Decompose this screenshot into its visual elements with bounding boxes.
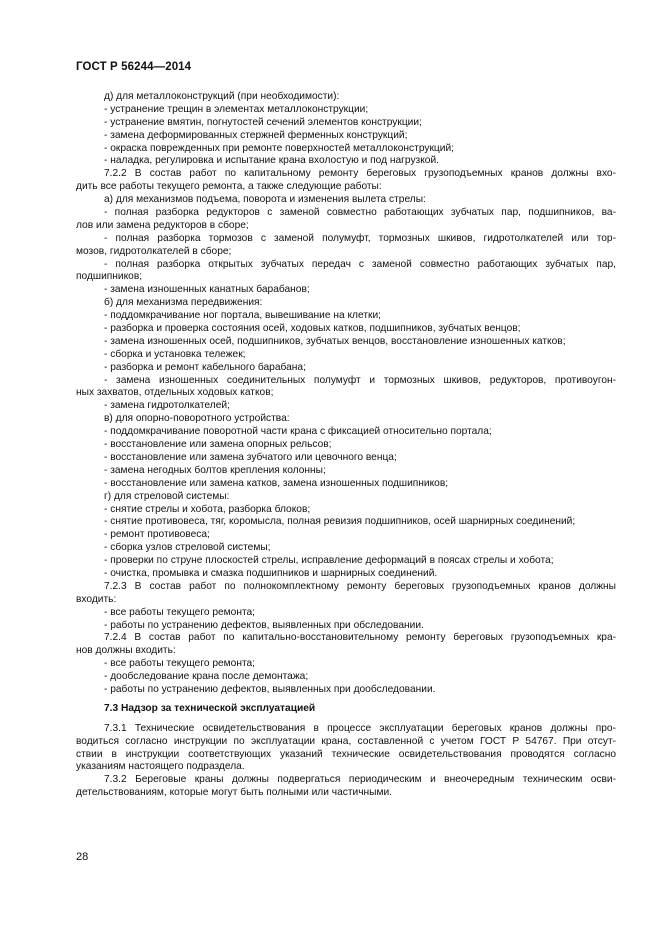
list-item: - все работы текущего ремонта; — [104, 606, 256, 618]
list-item-continuation: мозов, гидротолкателей в сборе; — [76, 245, 232, 257]
list-item: - проверки по струне плоскостей стрелы, исправление деформаций в поясах стрелы и хобота; — [104, 555, 554, 567]
list-item: - замена изношенных осей, подшипников, зубчатых венцов, восстановление изношенных катков; — [104, 335, 566, 347]
list-item: - снятие противовеса, тяг, коромысла, полная ревизия подшипников, осей шарнирных соединений; — [104, 516, 576, 528]
paragraph-line: указаниям настоящего подраздела. — [76, 761, 245, 773]
list-item: - окраска поврежденных при ремонте поверхностей металлоконструкций; — [104, 142, 454, 154]
text-line: в) для опорно-поворотного устройства: — [104, 413, 290, 425]
paragraph-line: водиться согласно инструкции по эксплуатации крана, составленной с учетом ГОСТ Р 54767. При отсут- — [76, 735, 616, 747]
list-item: - поддомкрачивание ног портала, вывешивание на клетки; — [104, 310, 381, 322]
list-item: - устранение вмятин, погнутостей сечений элементов конструкции; — [104, 116, 422, 128]
list-item: - полная разборка тормозов с заменой полумуфт, тормозных шкивов, гидротолкателей или тор- — [104, 232, 616, 244]
list-item: - полная разборка открытых зубчатых передач с заменой совместно работающих зубчатых пар, — [104, 258, 616, 270]
section-title: 7.3 Надзор за технической эксплуатацией — [104, 702, 316, 714]
paragraph-line: 7.3.1 Технические освидетельствования в процессе эксплуатации береговых кранов должны про- — [104, 722, 616, 734]
page-number: 28 — [76, 851, 89, 863]
list-item: - замена негодных болтов крепления колонны; — [104, 464, 326, 476]
text-line: б) для механизма передвижения: — [104, 297, 263, 309]
list-item: - работы по устранению дефектов, выявленных при дообследовании. — [104, 683, 436, 695]
paragraph-line: 7.2.2 В состав работ по капитальному ремонту береговых грузоподъемных кранов должны вхо- — [104, 168, 616, 180]
list-item: - очистка, промывка и смазка подшипников и шарнирных соединений. — [104, 567, 438, 579]
list-item: - ремонт противовеса; — [104, 529, 210, 541]
list-item: - все работы текущего ремонта; — [104, 658, 256, 670]
list-item-continuation: подшипников; — [76, 271, 143, 283]
document-header: ГОСТ Р 56244—2014 — [76, 61, 192, 73]
paragraph-line: входить: — [76, 593, 117, 605]
list-item-continuation: ных захватов, отдельных ходовых катков; — [76, 387, 274, 399]
list-item: - снятие стрелы и хобота, разборка блоков; — [104, 503, 311, 515]
text-line: г) для стреловой системы: — [104, 490, 230, 502]
list-item: - замена гидротолкателей; — [104, 400, 230, 412]
list-item: - наладка, регулировка и испытание крана вхолостую и под нагрузкой. — [104, 155, 439, 167]
list-item: - поддомкрачивание поворотной части крана с фиксацией относительно портала; — [104, 426, 492, 438]
list-item: - разборка и ремонт кабельного барабана; — [104, 361, 306, 373]
list-item: - разборка и проверка состояния осей, ходовых катков, подшипников, зубчатых венцов; — [104, 323, 521, 335]
text-line: а) для механизмов подъема, поворота и изменения вылета стрелы: — [104, 194, 426, 206]
list-item-continuation: лов или замена редукторов в сборе; — [76, 219, 249, 231]
list-item: - сборка и установка тележек; — [104, 348, 246, 360]
document-body — [76, 91, 616, 800]
paragraph-line: дить все работы текущего ремонта, а также следующие работы: — [76, 181, 382, 193]
paragraph-line: ствии в инструкции соответствующих указаний технические освидетельствования проводятся согласно — [76, 748, 616, 760]
list-item: - восстановление или замена опорных рельсов; — [104, 439, 332, 451]
list-item: - замена изношенных соединительных полумуфт и тормозных шкивов, редукторов, противоугон- — [104, 374, 616, 386]
paragraph-line: 7.3.2 Береговые краны должны подвергаться периодическим и внеочередным техническим осви- — [104, 774, 616, 786]
list-item: - восстановление или замена зубчатого или цевочного венца; — [104, 451, 397, 463]
paragraph-line: нов должны входить: — [76, 645, 176, 657]
paragraph-line: 7.2.3 В состав работ по полнокомплектному ремонту береговых грузоподъемных кранов должны — [104, 580, 616, 592]
list-item: - восстановление или замена катков, замена изношенных подшипников; — [104, 477, 449, 489]
list-item: - замена изношенных канатных барабанов; — [104, 284, 310, 296]
list-item: - дообследование крана после демонтажа; — [104, 671, 309, 683]
list-item: - работы по устранению дефектов, выявленных при обследовании. — [104, 619, 424, 631]
list-item: - полная разборка редукторов с заменой совместно работающих зубчатых пар, подшипников, ва- — [104, 207, 616, 219]
text-line: д) для металлоконструкций (при необходимости): — [104, 91, 340, 102]
paragraph-line: 7.2.4 В состав работ по капитально-восстановительному ремонту береговых грузоподъемных кра- — [104, 632, 616, 644]
paragraph-line: детельствованиям, которые могут быть полными или частичными. — [76, 787, 392, 799]
list-item: - устранение трещин в элементах металлоконструкции; — [104, 103, 369, 115]
list-item: - замена деформированных стержней ферменных конструкций; — [104, 129, 408, 141]
list-item: - сборка узлов стреловой системы; — [104, 542, 271, 554]
